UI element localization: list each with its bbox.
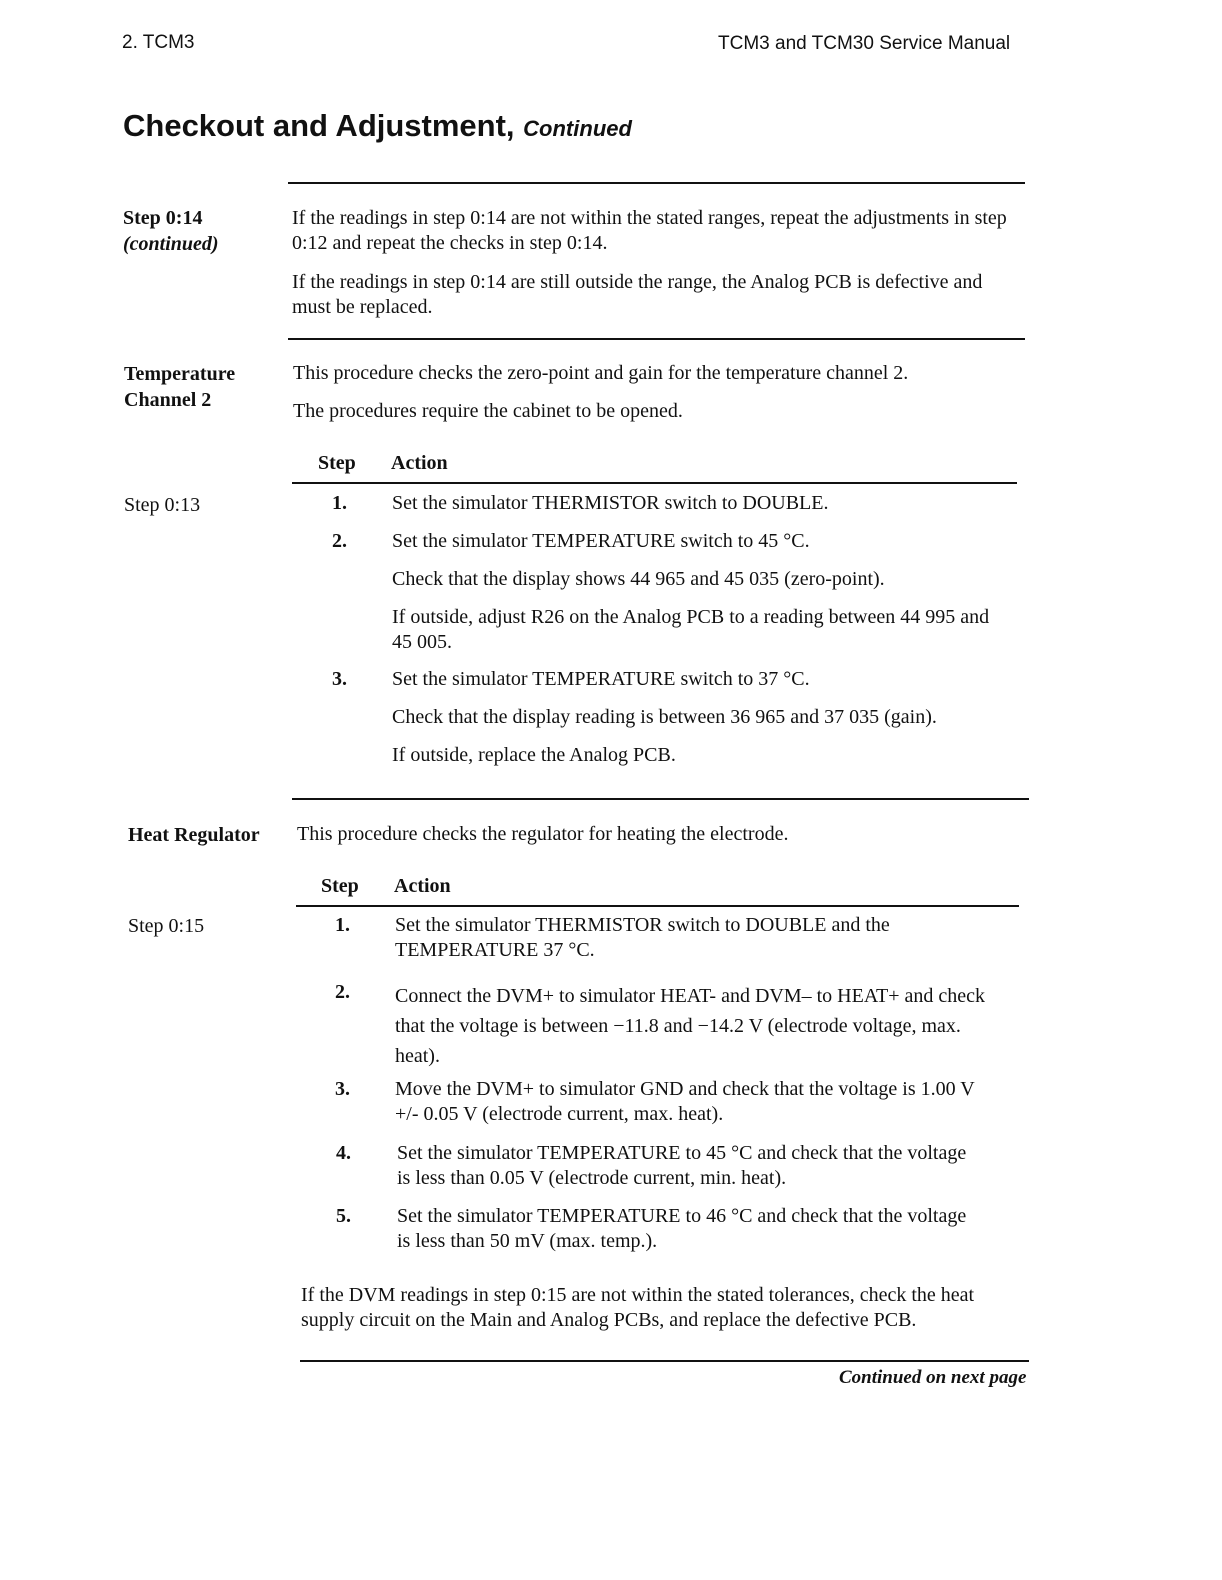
heat-step-action: Set the simulator THERMISTOR switch to DOUBLE and the TEMPERATURE 37 °C. [395,914,890,961]
heat-step-num: 2. [335,981,350,1003]
section-divider [300,1360,1029,1362]
section-divider [288,182,1025,184]
step014-para2: If the readings in step 0:14 are still outside the range, the Analog PCB is defective and must be replaced. [292,271,983,318]
header-manual-title: TCM3 and TCM30 Service Manual [718,33,1011,54]
heat-step-action: Set the simulator TEMPERATURE to 45 °C and check that the voltage is less than 0.05 V (electrode current, min. heat). [397,1142,967,1189]
temp-step-num: 3. [332,668,347,690]
temp-step-action: Set the simulator TEMPERATURE switch to 37 °C. [392,668,810,690]
step014-label-line2: (continued) [123,233,219,255]
page-title-main: Checkout and Adjustment, [123,108,515,143]
heat-para1: This procedure checks the regulator for heating the electrode. [297,823,789,845]
heat-step-num: 5. [336,1205,351,1227]
temp-side-step: Step 0:13 [124,494,201,516]
temp-step-action: Set the simulator THERMISTOR switch to DOUBLE. [392,492,829,514]
heat-step-num: 4. [336,1142,351,1164]
heat-label: Heat Regulator [128,824,260,846]
heat-col-step: Step [321,875,359,897]
step014-para1: If the readings in step 0:14 are not within the stated ranges, repeat the adjustments in step 0:12 and repeat the checks in step 0:14. [292,207,1007,254]
heat-step-action: Set the simulator TEMPERATURE to 46 °C and check that the voltage is less than 50 mV (max. temp.). [397,1205,967,1252]
page-title [123,108,632,144]
heat-step-action: Move the DVM+ to simulator GND and check that the voltage is 1.00 V +/- 0.05 V (electrode current, max. heat). [395,1078,975,1125]
temp-label-line2: Channel 2 [124,389,212,411]
continued-note: Continued on next page [839,1367,1027,1388]
heat-side-step: Step 0:15 [128,915,205,937]
temp-col-action: Action [391,452,448,474]
temp-step-action: If outside, adjust R26 on the Analog PCB to a reading between 44 995 and 45 005. [392,606,990,653]
heat-step-num: 1. [335,914,350,936]
table-header-rule [292,482,1017,484]
temp-label-line1: Temperature [124,363,236,385]
temp-para2: The procedures require the cabinet to be opened. [293,400,683,422]
temp-step-action: Set the simulator TEMPERATURE switch to 45 °C. [392,530,810,552]
step014-label [123,205,219,257]
temp-step-num: 2. [332,530,347,552]
heat-closing: If the DVM readings in step 0:15 are not within the stated tolerances, check the heat supply circuit on the Main and Analog PCBs, and replace the defective PCB. [301,1284,975,1331]
section-divider [292,798,1029,800]
temp-para1: This procedure checks the zero-point and gain for the temperature channel 2. [293,362,909,384]
temp-step-num: 1. [332,492,347,514]
heat-step-action: Connect the DVM+ to simulator HEAT- and DVM– to HEAT+ and check that the voltage is between −11.8 and −14.2 V (electrode voltage, max. heat). [395,985,986,1067]
page-title-continued: Continued [523,116,632,141]
table-header-rule [296,905,1019,907]
temp-col-step: Step [318,452,356,474]
heat-step-num: 3. [335,1078,350,1100]
temp-step-action: Check that the display reading is between 36 965 and 37 035 (gain). [392,706,937,728]
section-divider [288,338,1025,340]
temp-label [124,361,235,413]
step014-label-line1: Step 0:14 [123,207,203,229]
heat-col-action: Action [394,875,451,897]
temp-step-action: If outside, replace the Analog PCB. [392,744,676,766]
header-section: 2. TCM3 [122,32,195,53]
temp-step-action: Check that the display shows 44 965 and 45 035 (zero-point). [392,568,885,590]
